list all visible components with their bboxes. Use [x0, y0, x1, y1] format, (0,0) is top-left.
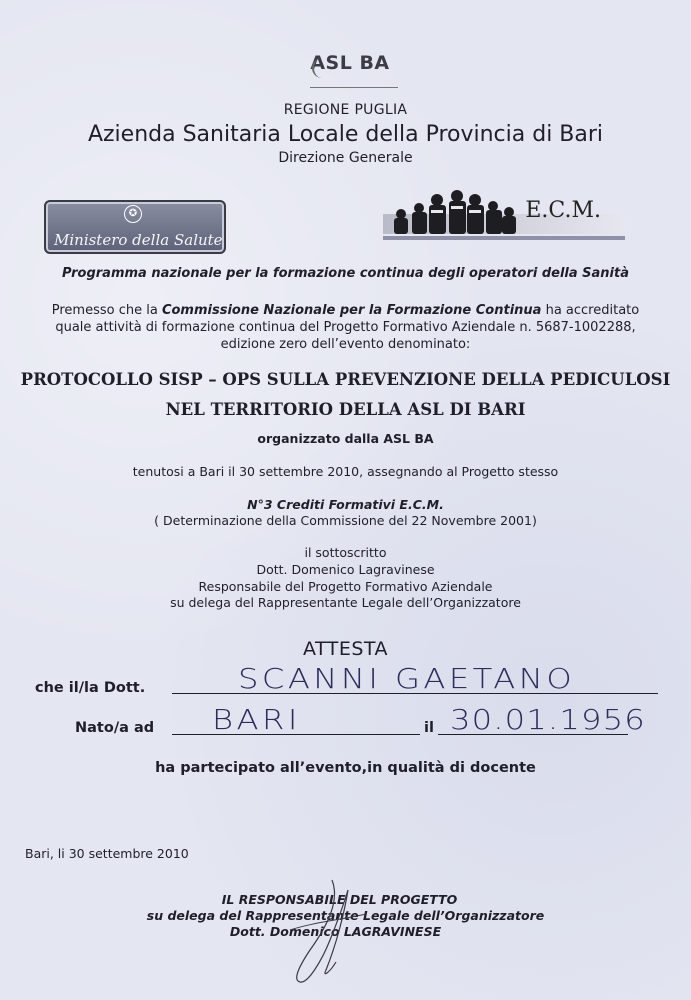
partecipato-text: ha partecipato all’evento,in qualità di docente [155, 760, 536, 776]
sottoscritto-line-1: il sottoscritto [304, 545, 387, 560]
nato-label: Nato/a ad [75, 720, 155, 736]
premesso-paragraph [0, 302, 691, 353]
nato-place-handwritten: BARI [212, 703, 301, 736]
il-label: il [424, 720, 434, 736]
dott-label: che il/la Dott. [35, 680, 146, 696]
tenutosi-text: tenutosi a Bari il 30 settembre 2010, assegnando al Progetto stesso [132, 464, 559, 479]
organizzato-text: organizzato dalla ASL BA [257, 431, 434, 446]
programma-heading: Programma nazionale per la formazione continua degli operatori della Sanità [61, 266, 630, 281]
asl-ba-logo [300, 52, 400, 94]
asl-logo-text: ASL BA [310, 52, 390, 74]
crediti-text: N°3 Crediti Formativi E.C.M. [247, 497, 444, 512]
signatory-name: Dott. Domenico LAGRAVINESE [229, 924, 442, 939]
determinazione-text: ( Determinazione della Commissione del 22 Novembre 2001) [154, 513, 537, 528]
ecm-logo-text: E.C.M. [525, 198, 601, 223]
sottoscritto-line-2: Dott. Domenico Lagravinese [256, 562, 435, 577]
signatory-delega: su delega del Rappresentante Legale dell’Organizzatore [146, 908, 545, 923]
ecm-people-illustration [387, 186, 517, 234]
premesso-line-3: edizione zero dell’evento denominato: [220, 337, 471, 352]
place-date: Bari, li 30 settembre 2010 [25, 846, 189, 861]
ecm-logo [383, 186, 625, 246]
signatory-role: IL RESPONSABILE DEL PROGETTO [221, 892, 458, 907]
direzione-heading: Direzione Generale [278, 150, 413, 166]
premesso-line-1: Premesso che la Commissione Nazionale per la Formazione Continua ha accreditato [51, 303, 640, 318]
handwritten-signature [270, 870, 380, 990]
event-title-line-1: PROTOCOLLO SISP – OPS SULLA PREVENZIONE DELLA PEDICULOSI [20, 370, 671, 389]
dott-name-handwritten: SCANNI GAETANO [238, 662, 576, 695]
commissione-name: Commissione Nazionale per la Formazione Continua [161, 303, 542, 318]
sottoscritto-line-4: su delega del Rappresentante Legale dell’Organizzatore [170, 595, 521, 610]
event-title-line-2: NEL TERRITORIO DELLA ASL DI BARI [165, 400, 526, 419]
birth-date-handwritten: 30.01.1956 [450, 703, 646, 736]
ministero-salute-logo [44, 200, 226, 254]
sottoscritto-line-3: Responsabile del Progetto Formativo Aziendale [198, 579, 493, 594]
regione-heading: REGIONE PUGLIA [283, 102, 408, 118]
azienda-heading: Azienda Sanitaria Locale della Provincia di Bari [87, 122, 604, 147]
republic-emblem-icon: ✪ [124, 205, 142, 223]
premesso-line-2: quale attività di formazione continua del Progetto Formativo Aziendale n. 5687-1002288, [55, 320, 636, 335]
ministero-logo-text: Ministero della Salute [54, 231, 223, 249]
attesta-heading: ATTESTA [302, 638, 389, 660]
